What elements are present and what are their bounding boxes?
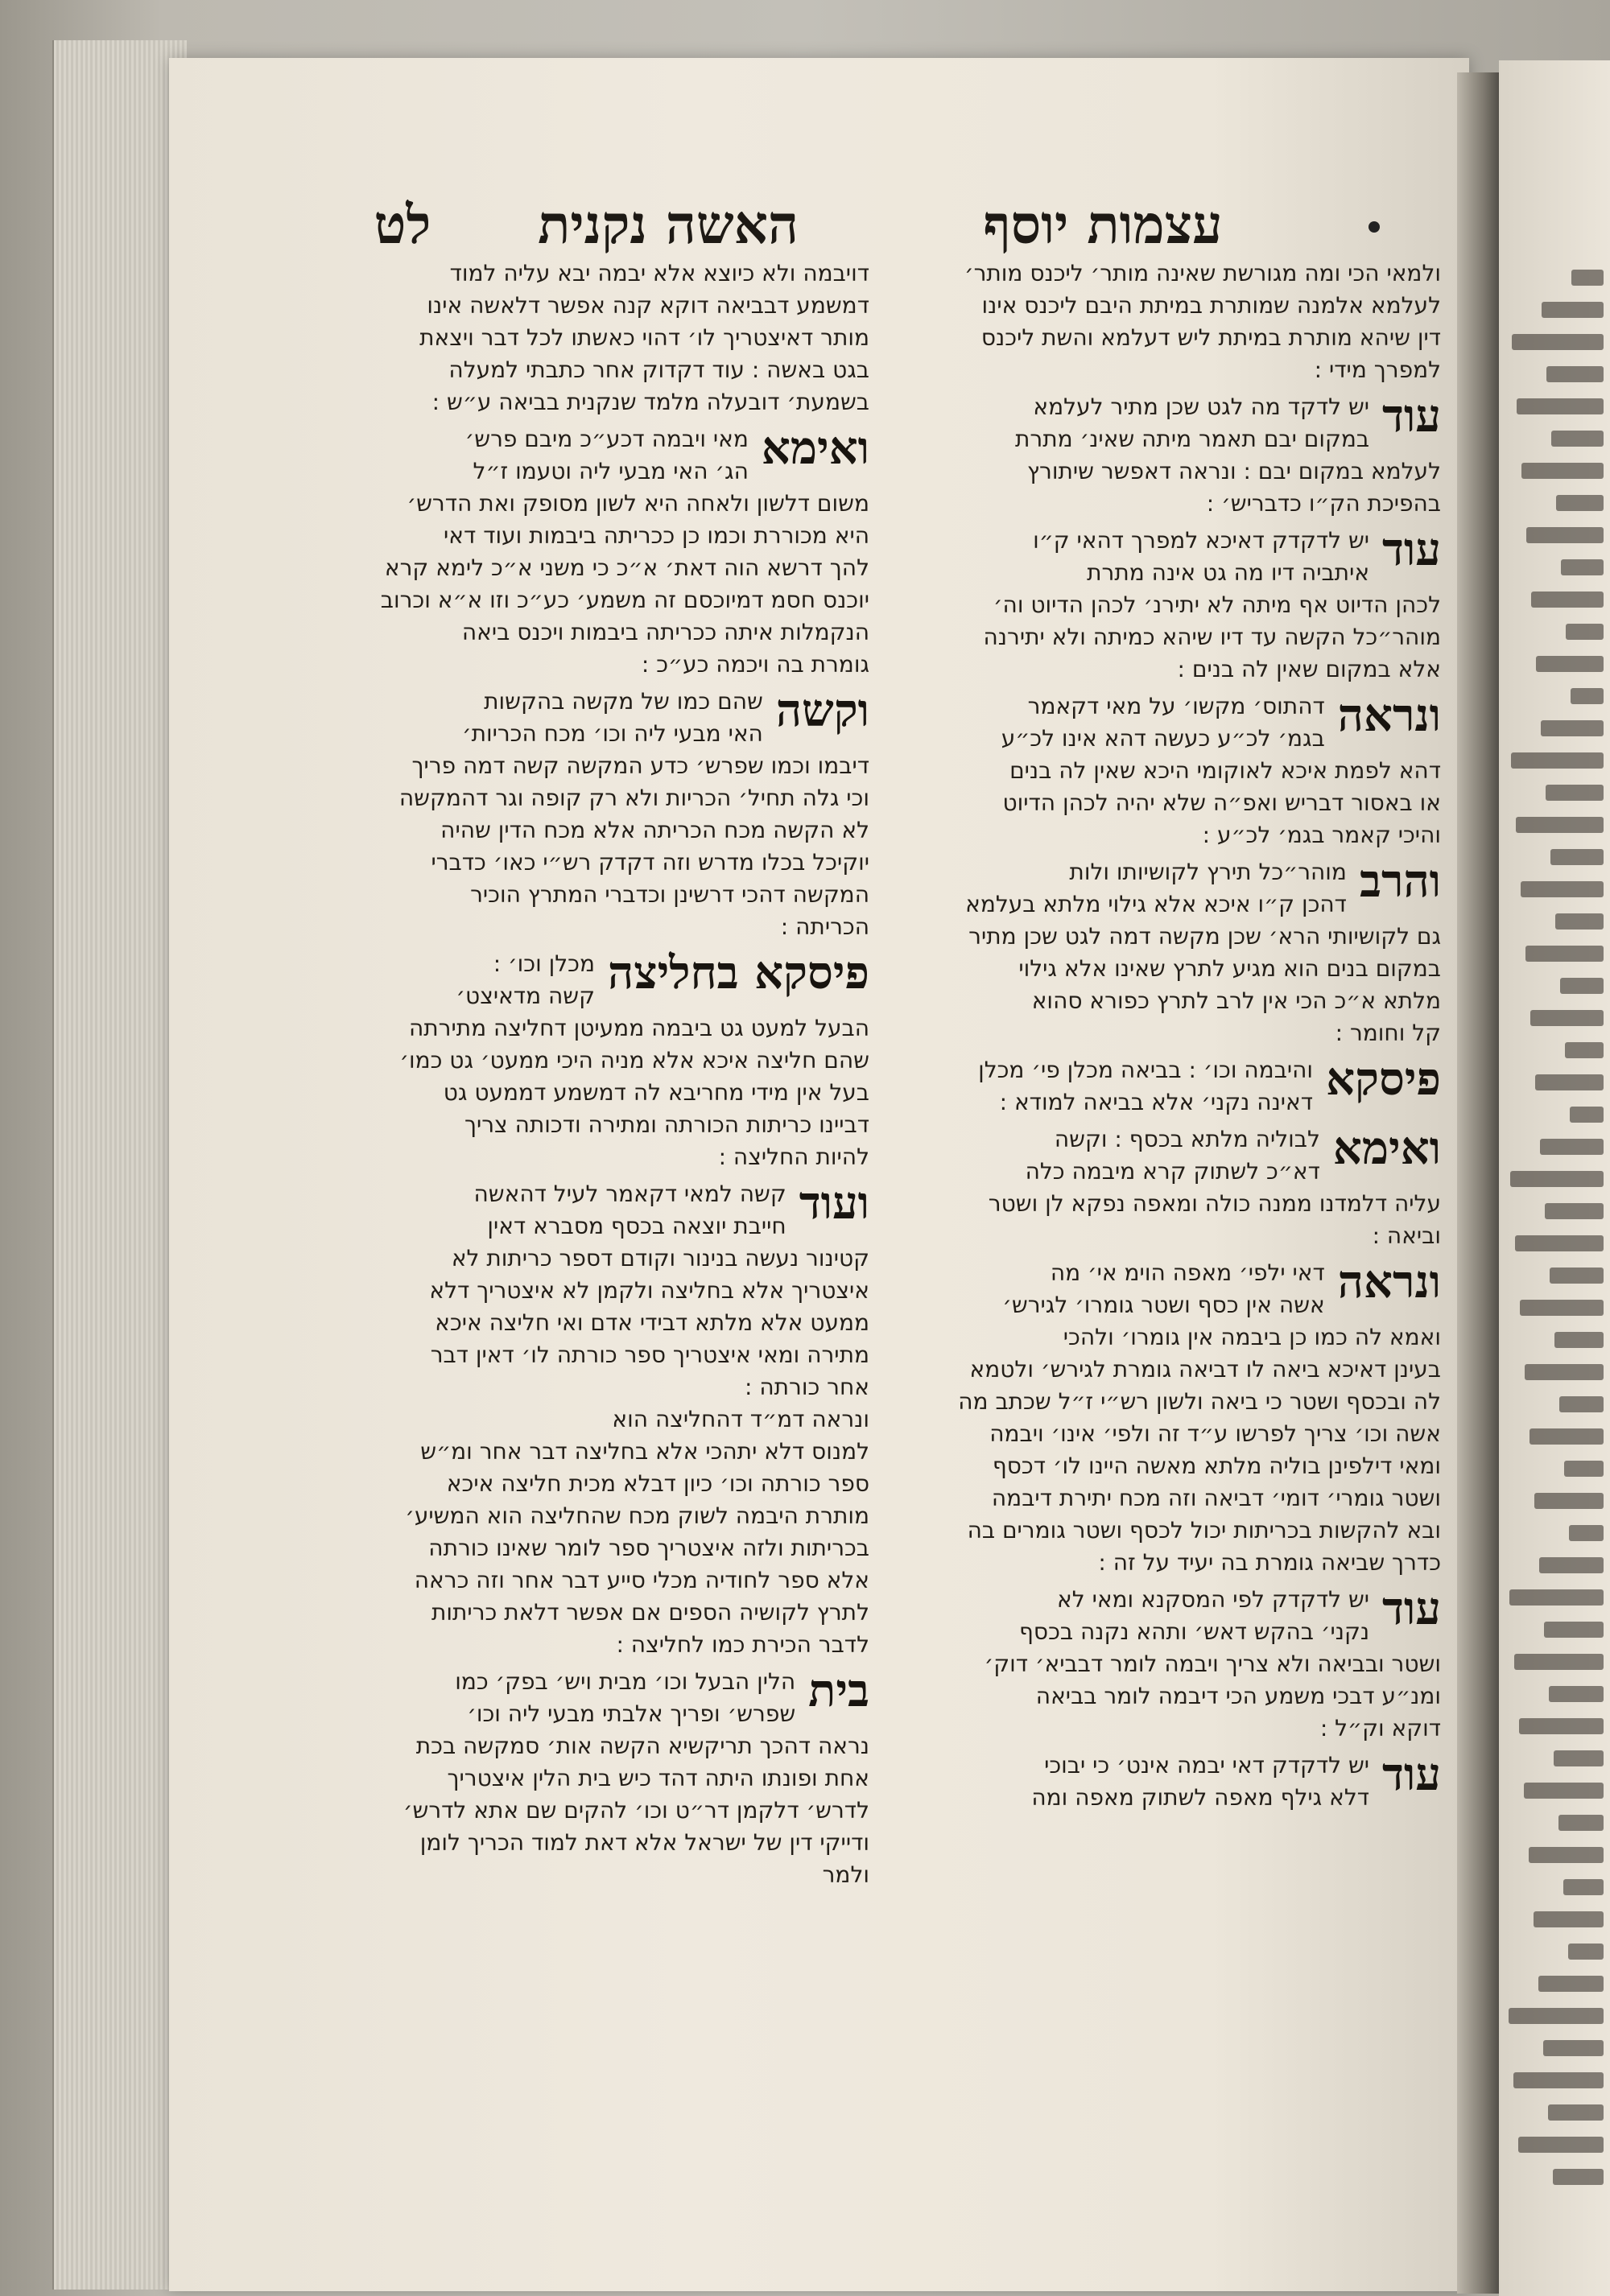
paragraph-lead-word: פיסקא בחליצה (608, 946, 869, 1000)
text-line: ומנ״ע דבכי משמע הכי דיבמה לומר בביאה (1035, 1683, 1441, 1709)
text-line: מכלן וכו׳ : (493, 950, 596, 977)
text-line: דוקא וק״ל : (1319, 1715, 1441, 1742)
text-line: ובא להקשות בכריתות יכול לכסף ושטר גומרים בה (967, 1517, 1441, 1544)
text-paragraph (881, 690, 1441, 851)
facing-text-stroke (1525, 1364, 1604, 1380)
facing-text-stroke (1517, 398, 1604, 414)
facing-text-stroke (1525, 946, 1604, 962)
text-line: להיות החליצה : (718, 1144, 869, 1170)
right-column (881, 258, 1441, 1819)
text-line: עליה דלמדנו ממנה כולה ומאפה נפקא לן ושטר (988, 1190, 1441, 1217)
text-line: לדרש׳ דלקמן דר״ט וכו׳ להקים שם אתא לדרש׳ (402, 1797, 869, 1824)
text-line: שפרש׳ ופריך אלבתי מבעי ליה וכו׳ (467, 1700, 796, 1727)
text-line: שהם כמו של מקשה בהקשות (484, 688, 763, 715)
text-paragraph (881, 1054, 1441, 1119)
text-line: בהפיכת הק״ו כדבריש׳ : (1206, 490, 1441, 517)
text-line: בעינן דאיכא ביאה לו דביאה גומרת לגירש׳ ולטמא (969, 1356, 1441, 1383)
facing-text-stroke (1530, 1010, 1604, 1026)
facing-text-stroke (1556, 495, 1604, 511)
text-line: לדבר הכירת כמו לחליצה : (616, 1631, 869, 1658)
facing-text-stroke (1540, 1139, 1604, 1155)
facing-text-stroke (1530, 1428, 1604, 1445)
text-line: והיבמה וכו׳ : בביאה מכלן פי׳ מכלן (978, 1057, 1314, 1083)
text-line: אשה וכו׳ צריך לפרשו ע״ד זה ולפי׳ אינו׳ ויבמה (989, 1420, 1441, 1447)
text-paragraph (881, 856, 1441, 1049)
text-line: במקום בנים הוא מגיע לתרץ שאינו אלא גילוי (1018, 955, 1441, 982)
text-line: יוכנס חסמ דמיוכסם זה משמע׳ כע״כ וזו א״א וכרוב (380, 587, 869, 613)
text-paragraph (330, 686, 869, 943)
text-line: הבעל למעט גט ביבמה ממעיטן דחליצה מתירתה (408, 1015, 869, 1041)
text-line: ספר כורתה וכו׳ כיון דבלא מכית חליצה איכא (446, 1470, 869, 1497)
text-line: קשה מדאיצט׳ (456, 983, 596, 1009)
facing-text-stroke (1529, 1847, 1604, 1863)
facing-text-stroke (1559, 1396, 1604, 1412)
facing-text-stroke (1545, 1203, 1604, 1219)
text-line: לתרץ לקושיה הספים אם אפשר דלאת כריתות (431, 1599, 869, 1626)
text-line: אשה אין כסף ושטר גומרו׳ לגירש׳ (1002, 1292, 1325, 1318)
text-line: אחר כורתה : (745, 1374, 869, 1400)
text-line: לבוליה מלתא בכסף : וקשה (1054, 1126, 1320, 1152)
facing-text-stroke (1550, 1268, 1604, 1284)
text-line: ולמאי הכי ומה מגורשת שאינה מותר׳ ליכנס מותר׳ (964, 260, 1441, 286)
facing-text-stroke (1568, 1944, 1604, 1960)
facing-text-stroke (1546, 785, 1604, 801)
text-line: אלא במקום שאין לה בנים : (1177, 656, 1441, 682)
text-line: לכהן הדיוט אף מיתה לא יתירנ׳ לכהן הדיוט וה׳ (993, 592, 1441, 618)
text-line: משום דלשון ולאחה היא לשון מסופק ואת הדרש׳ (407, 490, 869, 517)
text-line: יש לדקדק דאיכא למפרך דהאי ק״ו (1033, 527, 1370, 554)
text-line: דמשמע דבביאה דוקא קנה אפשר דלאשה אינו (427, 292, 869, 319)
text-line: להך דרשא הוה דאת׳ א״כ כי משני א״כ לימא קרא (384, 554, 869, 581)
text-line: ממעט אלא מלתא דבידי אדם ואי חליצה איכא (435, 1309, 869, 1336)
text-paragraph (881, 391, 1441, 520)
facing-text-stroke (1554, 1332, 1604, 1348)
text-line: בשמעת׳ דובעלה מלמד שנקנית בביאה ע״ש : (431, 389, 869, 415)
facing-text-stroke (1558, 1815, 1604, 1831)
paragraph-lead-word: והרב (1359, 855, 1441, 908)
facing-text-stroke (1516, 817, 1604, 833)
paragraph-lead-word: עוד (1382, 390, 1441, 443)
text-line: בעל אין מידי מחריבא לה דמשמע דממעט גט (443, 1079, 869, 1106)
text-line: והיכי קאמר בגמ׳ לכ״ע : (1202, 822, 1441, 848)
text-line: ואמא לה כמו כן ביבמה אין גומרו׳ ולהכי (1063, 1324, 1441, 1350)
paragraph-lead-word: ונראה (1337, 1255, 1441, 1309)
text-line: וביאה : (1372, 1222, 1441, 1249)
facing-text-stroke (1520, 1300, 1604, 1316)
text-line: דאינה נקני׳ אלא בביאה למודא : (999, 1089, 1314, 1115)
text-line: מאי ויבמה דכע״כ מיבם פרש׳ (464, 426, 749, 452)
paragraph-lead-word: וקשה (775, 684, 869, 737)
facing-text-stroke (1509, 1589, 1604, 1606)
facing-text-stroke (1536, 656, 1604, 672)
text-line: ומאי דילפינן בוליה מלתא מאשה היינו לו׳ דכסף (992, 1453, 1441, 1479)
paragraph-lead-word: ואימא (1332, 1122, 1441, 1175)
text-line: לעלמא אלמנה שמותרת במיתת היבם ליכנס אינו (981, 292, 1441, 319)
text-line: לא הקשה מכח הכריתה אלא מכח הדין שהיה (440, 817, 869, 843)
facing-text-stroke (1549, 1686, 1604, 1702)
text-line: יש לדקדק דאי יבמה אינט׳ כי יבוכי (1044, 1752, 1370, 1779)
facing-text-stroke (1571, 270, 1604, 286)
text-line: בגמ׳ לכ״ע כעשה דהא אינו לכ״ע (1001, 725, 1325, 752)
text-line: ונראה דמ״ד דהחליצה הוא (612, 1406, 869, 1432)
text-line: איצטריך אלא בחליצה ולקמן לא איצטריך דלא (429, 1277, 869, 1304)
text-line: חייבת יוצאה בכסף מסברא דאין (487, 1213, 786, 1239)
facing-text-stroke (1513, 2072, 1604, 2088)
text-line: גומרת בה ויכמה כע״כ : (641, 651, 869, 678)
paragraph-lead-word: בית (808, 1664, 869, 1717)
facing-text-stroke (1544, 1622, 1604, 1638)
text-line: איתביה דיו מה גט אינה מתרת (1087, 559, 1370, 586)
text-line: מוהר״כל הקשה עד דיו שיהא כמיתה ולא יתירנה (983, 624, 1441, 650)
facing-text-stroke (1538, 1976, 1604, 1992)
text-line: נקני׳ בהקש דאש׳ ותהא נקנה בכסף (1019, 1618, 1370, 1645)
text-line: בכריתות ולזה איצטריך ספר לומר שאינו כורתה (428, 1535, 869, 1561)
facing-text-stroke (1534, 1911, 1604, 1927)
text-line: גם לקושיותי הרא׳ שכן מקשה דמה לגט שכן מתיר (968, 923, 1441, 950)
text-line: מותר דאיצטריך לו׳ דהוי כאשתו לכל דבר ויצאת (419, 324, 869, 351)
text-paragraph (330, 1666, 869, 1891)
left-column (330, 258, 869, 1896)
facing-text-stroke (1510, 1171, 1604, 1187)
text-line: דיבמו וכמו שפרש׳ כדע המקשה קשה דמה פריך (411, 752, 869, 779)
text-paragraph (330, 948, 869, 1173)
text-line: דהא לפמת איכא לאוקומי היכא שאין לה בנים (1009, 757, 1441, 784)
text-line: הלין הבעל וכו׳ מבית ויש׳ בפק׳ כמו (455, 1668, 796, 1695)
facing-text-stroke (1564, 1461, 1604, 1477)
text-line: או באסור דבריש ואפ״ה שלא יהיה לכהן הדיוט (1002, 789, 1441, 816)
text-line: היא מכוררת וכמו כן ככריתה ביבמות ועוד דאי (444, 522, 869, 549)
text-line: בגט באשה : עוד דקדוק אחר כתבתי למעלה (448, 357, 869, 383)
text-paragraph (881, 258, 1441, 386)
text-line: יש לדקד מה לגט שכן מתיר לעלמא (1033, 394, 1370, 420)
text-line: אלא ספר לחודיה מכלי סייע דבר אחר וזה כראה (414, 1567, 869, 1593)
text-line: המקשה דהכי דרשינן וכדברי המתרץ הוכיר (470, 881, 869, 908)
text-line: מוהר״כל תירץ לקושיותו ולות (1069, 859, 1347, 885)
text-paragraph (881, 1257, 1441, 1579)
paragraph-lead-word: עוד (1382, 523, 1441, 576)
text-line: כדרך שביאה גומרת בה יעיד על זה : (1098, 1549, 1441, 1576)
text-paragraph (881, 525, 1441, 686)
paragraph-lead-word: עוד (1382, 1582, 1441, 1635)
text-line: קשה למאי דקאמר לעיל דהאשה (473, 1181, 786, 1207)
text-line: ושטר גומרי׳ דומי׳ דביאה וזה מכח יתירת דיבמה (991, 1485, 1441, 1511)
book-gutter (1457, 72, 1501, 2294)
text-line: למנוס דלא יתהכי אלא בחליצה דבר אחר ומ״ש (420, 1438, 869, 1465)
text-line: הג׳ האי מבעי ליה וטעמו ז״ל (473, 458, 749, 484)
facing-text-stroke (1546, 366, 1604, 382)
text-line: יוקיכל בכלו מדרש וזה דקדק רש״י כאו׳ כדברי (431, 849, 869, 876)
text-line: וכי גלה תחיל׳ הכריות ולא רק קופה וגר דהמקשה (398, 785, 869, 811)
facing-text-stroke (1571, 688, 1604, 704)
facing-text-stroke (1526, 527, 1604, 543)
text-line: דביינו כריתות הכורתה ומתירה ודכותה צריך (464, 1111, 869, 1138)
folio-number: לט (374, 193, 431, 256)
text-line: דאי ילפי׳ מאפה הוימ אי׳ מה (1050, 1259, 1325, 1286)
text-line: יש לדקדק לפי המסקנא ומאי לא (1057, 1586, 1370, 1613)
text-line: מתירה ומאי איצטריך ספר כורתה לו׳ דאין דבר (430, 1342, 869, 1368)
text-line: לה ובכסף ושטר כי ביאה ולשון רש״י ז״ל שכתב מה (958, 1388, 1441, 1415)
text-line: מלתא א״כ הכי אין לרב לתרץ כפורא סהוא (1031, 987, 1441, 1014)
facing-text-stroke (1570, 1107, 1604, 1123)
facing-text-stroke (1534, 1493, 1604, 1509)
text-line: לעלמא במקום יבם : ונראה דאפשר שיתורץ (1026, 458, 1441, 484)
facing-text-stroke (1539, 1557, 1604, 1573)
text-paragraph (881, 1750, 1441, 1814)
facing-text-stroke (1554, 1750, 1604, 1766)
text-line: נראה דהכך תריקשיא הקשה אות׳ סמקשה בכת (415, 1733, 869, 1759)
facing-text-stroke (1553, 2169, 1604, 2185)
text-line: דלא גילף מאפה לשתוק מאפה ומה (1031, 1784, 1370, 1811)
text-paragraph (330, 258, 869, 418)
facing-text-stroke (1543, 2040, 1604, 2056)
facing-text-stroke (1535, 1074, 1604, 1090)
facing-text-stroke (1524, 1783, 1604, 1799)
text-line: מותרת היבמה לשוק מכח שהחליצה הוא המשיע׳ (405, 1502, 869, 1529)
facing-text-stroke (1512, 334, 1604, 350)
text-line: קטינור נעשה בנינור וקודם דספר כריתות לא (451, 1245, 869, 1272)
paragraph-lead-word: ואימא (761, 422, 869, 475)
facing-page-edge (1499, 60, 1610, 2296)
text-line: האי מבעי ליה וכו׳ מכח הכריות׳ (461, 720, 763, 747)
facing-text-stroke (1548, 2104, 1604, 2121)
facing-text-stroke (1551, 431, 1604, 447)
text-line: למפרך מידי : (1314, 357, 1441, 383)
text-line: הנקמלות איתה ככריתה ביבמות ויכנס ביאה (461, 619, 869, 645)
running-title-right: עצמות יוסף (983, 193, 1223, 256)
facing-text-stroke (1521, 881, 1604, 897)
facing-text-stroke (1561, 559, 1604, 575)
text-line: דא״כ לשתוק קרא מיבמה כלה (1025, 1158, 1320, 1185)
text-line: ודייקי דין של ישראל אלא דאת למוד הכריך לומן (419, 1829, 869, 1856)
facing-text-stroke (1518, 2137, 1604, 2153)
text-paragraph (330, 1178, 869, 1661)
facing-text-stroke (1566, 624, 1604, 640)
text-line: ושטר ובביאה ולא צריך ויבמה לומר דבביא׳ דוק׳ (984, 1651, 1441, 1677)
text-line: קל וחומר : (1335, 1020, 1441, 1046)
paragraph-lead-word: ונראה (1337, 689, 1441, 742)
text-paragraph (881, 1123, 1441, 1252)
text-line: שהם חליצה איכא אלא מניה היכי ממעט׳ גט כמו׳ (399, 1047, 869, 1074)
text-line: דין שיהא מותרת במיתת ליש דעלמא והשת ליכנס (980, 324, 1441, 351)
text-line: דויבמה ולא כיוצא אלא יבמה יבא עליה למוד (449, 260, 869, 286)
running-title-left: האשה נקנית (538, 193, 799, 256)
text-paragraph (330, 423, 869, 681)
text-line: הכריתה : (780, 913, 869, 940)
text-line: במקום יבם תאמר מיתה שאינ׳ מתרת (1015, 426, 1370, 452)
facing-text-stroke (1542, 302, 1604, 318)
text-line: דהתוס׳ מקשו׳ על מאי דקאמר (1027, 693, 1325, 719)
text-paragraph (881, 1584, 1441, 1745)
facing-text-stroke (1521, 463, 1604, 479)
text-line: ולמר (822, 1861, 869, 1888)
paragraph-lead-word: ועוד (799, 1177, 869, 1230)
paragraph-lead-word: עוד (1382, 1748, 1441, 1801)
facing-text-stroke (1555, 913, 1604, 930)
ornament-dot (1368, 221, 1380, 233)
facing-text-stroke (1541, 720, 1604, 736)
text-line: אחת ופונתו היתה דהד כיש בית הלין איצטריך (447, 1765, 869, 1791)
facing-text-stroke (1560, 978, 1604, 994)
text-line: דהכן ק״ו איכא אלא גילוי מלתא בעלמא (965, 891, 1347, 917)
facing-text-stroke (1563, 1879, 1604, 1895)
facing-text-stroke (1569, 1525, 1604, 1541)
page-edges (52, 40, 187, 2290)
facing-text-stroke (1531, 592, 1604, 608)
facing-text-stroke (1515, 1235, 1604, 1251)
facing-text-stroke (1550, 849, 1604, 865)
paragraph-lead-word: פיסקא (1326, 1053, 1441, 1106)
facing-text-stroke (1565, 1042, 1604, 1058)
facing-text-stroke (1514, 1654, 1604, 1670)
facing-text-stroke (1509, 2008, 1604, 2024)
facing-text-stroke (1511, 752, 1604, 769)
facing-text-stroke (1519, 1718, 1604, 1734)
